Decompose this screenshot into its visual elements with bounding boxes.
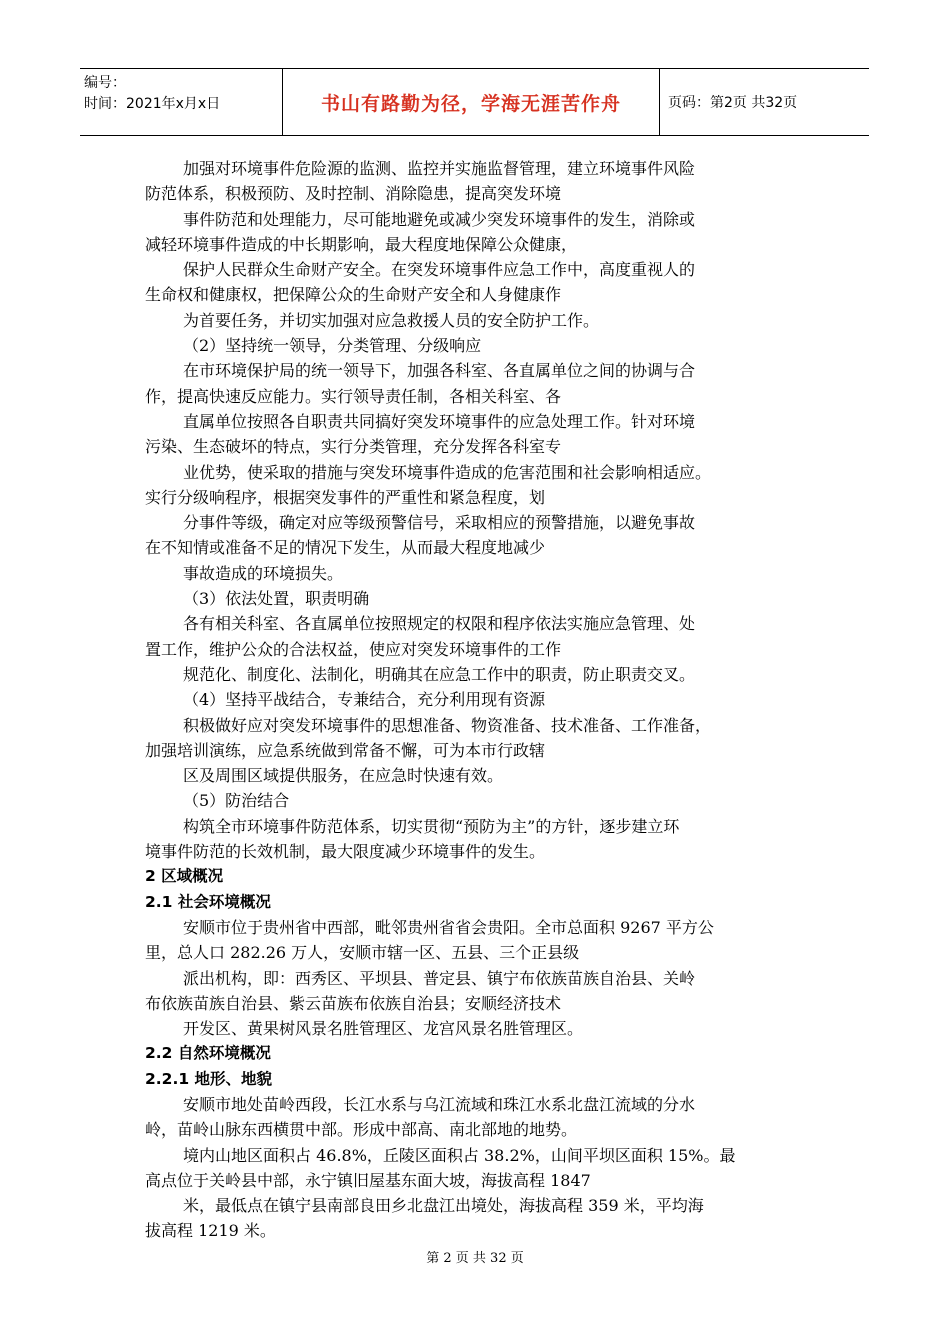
section-heading: 2 区域概况: [145, 867, 224, 886]
body-line: 岭，苗岭山脉东西横贯中部。形成中部高、南北部地的地势。: [145, 1120, 578, 1140]
section-heading: 2.1 社会环境概况: [145, 892, 271, 911]
document-number-label: 编号：: [84, 75, 126, 91]
body-line: 拔高程 1219 米。: [145, 1221, 276, 1241]
body-line: 加强对环境事件危险源的监测、监控并实施监督管理，建立环境事件风险: [183, 159, 696, 178]
body-line: 实行分级响程序，根据突发事件的严重性和紧急程度，划: [145, 487, 546, 507]
document-body: [145, 156, 825, 1244]
body-line: 在不知情或准备不足的情况下发生，从而最大程度地减少: [145, 538, 546, 558]
page-header: [80, 68, 869, 136]
body-line: （3）依法处置，职责明确: [183, 589, 370, 609]
body-line: 加强培训演练，应急系统做到常备不懈，可为本市行政辖: [145, 740, 546, 760]
body-line: 防范体系，积极预防、及时控制、消除隐患，提高突发环境: [145, 184, 562, 204]
section-heading: 2.2.1 地形、地貌: [145, 1069, 273, 1088]
body-line: 分事件等级，确定对应等级预警信号，采取相应的预警措施，以避免事故: [183, 513, 696, 533]
section-heading: 2.2 自然环境概况: [145, 1044, 271, 1063]
header-page-info: 页码：第2页 共32页: [668, 95, 798, 111]
body-line: 事故造成的环境损失。: [183, 563, 344, 583]
body-line: 污染、生态破坏的特点，实行分类管理，充分发挥各科室专: [145, 437, 562, 457]
body-line: 米，最低点在镇宁县南部良田乡北盘江出境处，海拔高程 359 米，平均海: [183, 1196, 704, 1216]
body-line: 派出机构，即：西秀区、平坝县、普定县、镇宁布依族苗族自治县、关岭: [183, 968, 696, 988]
body-line: 减轻环境事件造成的中长期影响，最大程度地保障公众健康，: [145, 234, 578, 254]
body-line: 事件防范和处理能力，尽可能地避免或减少突发环境事件的发生，消除或: [183, 209, 696, 229]
page-footer: 第 2 页 共 32 页: [426, 1251, 524, 1266]
body-line: 积极做好应对突发环境事件的思想准备、物资准备、技术准备、工作准备，: [183, 715, 712, 735]
body-line: 业优势，使采取的措施与突发环境事件造成的危害范围和社会影响相适应。: [183, 462, 712, 482]
body-line: 生命权和健康权，把保障公众的生命财产安全和人身健康作: [145, 285, 562, 305]
body-line: （5）防治结合: [183, 791, 290, 811]
body-line: 区及周围区域提供服务，在应急时快速有效。: [183, 766, 504, 786]
body-line: （4）坚持平战结合，专兼结合，充分利用现有资源: [183, 690, 546, 710]
header-meta: [80, 69, 283, 135]
body-line: 高点位于关岭县中部，永宁镇旧屋基东面大坡，海拔高程 1847: [145, 1170, 591, 1190]
body-line: 在市环境保护局的统一领导下，加强各科室、各直属单位之间的协调与合: [183, 361, 696, 381]
document-time-label: 时间：2021年x月x日: [84, 96, 221, 112]
body-line: （2）坚持统一领导，分类管理、分级响应: [183, 336, 482, 356]
body-line: 置工作，维护公众的合法权益，使应对突发环境事件的工作: [145, 639, 562, 659]
body-line: 为首要任务，并切实加强对应急救援人员的安全防护工作。: [183, 310, 600, 330]
body-line: 境内山地区面积占 46.8%，丘陵区面积占 38.2%，山间平坝区面积 15%。最: [183, 1145, 736, 1165]
body-line: 构筑全市环境事件防范体系，切实贯彻“预防为主”的方针，逐步建立环: [183, 816, 680, 836]
body-line: 安顺市位于贵州省中西部，毗邻贵州省省会贵阳。全市总面积 9267 平方公: [183, 917, 714, 937]
body-line: 直属单位按照各自职责共同搞好突发环境事件的应急处理工作。针对环境: [183, 411, 696, 431]
body-line: 安顺市地处苗岭西段，长江水系与乌江流域和珠江水系北盘江流域的分水: [183, 1094, 696, 1114]
body-line: 规范化、制度化、法制化，明确其在应急工作中的职责，防止职责交叉。: [183, 664, 696, 684]
body-line: 境事件防范的长效机制，最大限度减少环境事件的发生。: [145, 842, 546, 862]
body-line: 各有相关科室、各直属单位按照规定的权限和程序依法实施应急管理、处: [183, 614, 696, 634]
body-line: 里，总人口 282.26 万人，安顺市辖一区、五县、三个正县级: [145, 943, 580, 963]
body-line: 作，提高快速反应能力。实行领导责任制，各相关科室、各: [145, 386, 562, 406]
body-line: 开发区、黄果树风景名胜管理区、龙宫风景名胜管理区。: [183, 1019, 584, 1039]
body-line: 保护人民群众生命财产安全。在突发环境事件应急工作中，高度重视人的: [183, 260, 696, 280]
body-line: 布依族苗族自治县、紫云苗族布依族自治县；安顺经济技术: [145, 993, 562, 1013]
header-motto: 书山有路勤为径，学海无涯苦作舟: [283, 69, 660, 135]
